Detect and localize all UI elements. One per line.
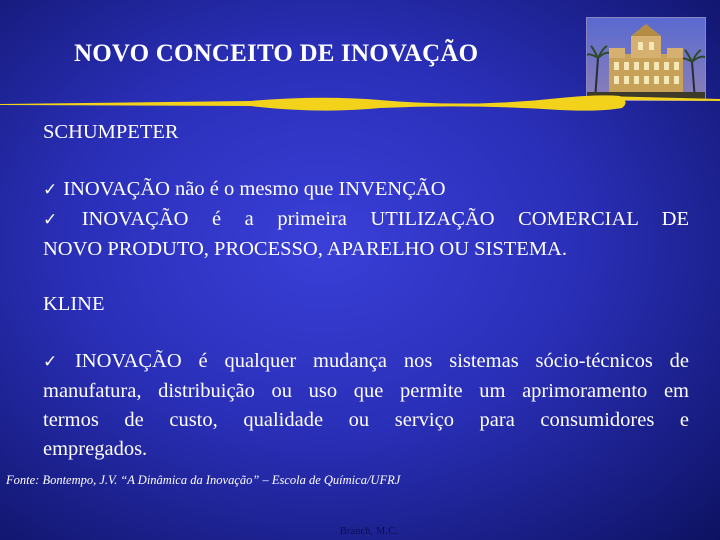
slide-title: NOVO CONCEITO DE INOVAÇÃO: [74, 40, 479, 67]
source-citation: Fonte: Bontempo, J.V. “A Dinâmica da Inovação” – Escola de Química/UFRJ: [6, 473, 401, 487]
section-heading-kline: KLINE: [43, 293, 105, 315]
section-heading-schumpeter: SCHUMPETER: [43, 121, 179, 143]
checkmark-icon: ✓: [43, 210, 76, 230]
checkmark-icon: ✓: [43, 180, 58, 200]
title-underline: [0, 92, 720, 118]
bullet-text: INOVAÇÃO é qualquer mudança nos sistemas sócio-técnicos de: [74, 350, 689, 372]
bullet-continuation: empregados.: [43, 438, 148, 460]
bullet-text: INOVAÇÃO não é o mesmo que INVENÇÃO: [63, 178, 446, 200]
bullet-continuation: NOVO PRODUTO, PROCESSO, APARELHO OU SISTEMA.: [43, 238, 567, 260]
bullet-item: [43, 347, 689, 377]
bullet-item: [43, 175, 689, 205]
checkmark-icon: ✓: [43, 352, 69, 372]
building-photo-icon: [586, 17, 706, 101]
author-footer: Branch, M.C.: [340, 526, 399, 537]
bullet-continuation: manufatura, distribuição ou uso que permite um aprimoramento em: [43, 380, 689, 402]
bullet-continuation: termos de custo, qualidade ou serviço para consumidores e: [43, 409, 689, 431]
bullet-item: [43, 205, 689, 235]
schumpeter-bullets: [43, 175, 689, 264]
kline-bullets: [43, 347, 689, 464]
bullet-text: INOVAÇÃO é a primeira UTILIZAÇÃO COMERCIAL DE: [81, 208, 689, 230]
